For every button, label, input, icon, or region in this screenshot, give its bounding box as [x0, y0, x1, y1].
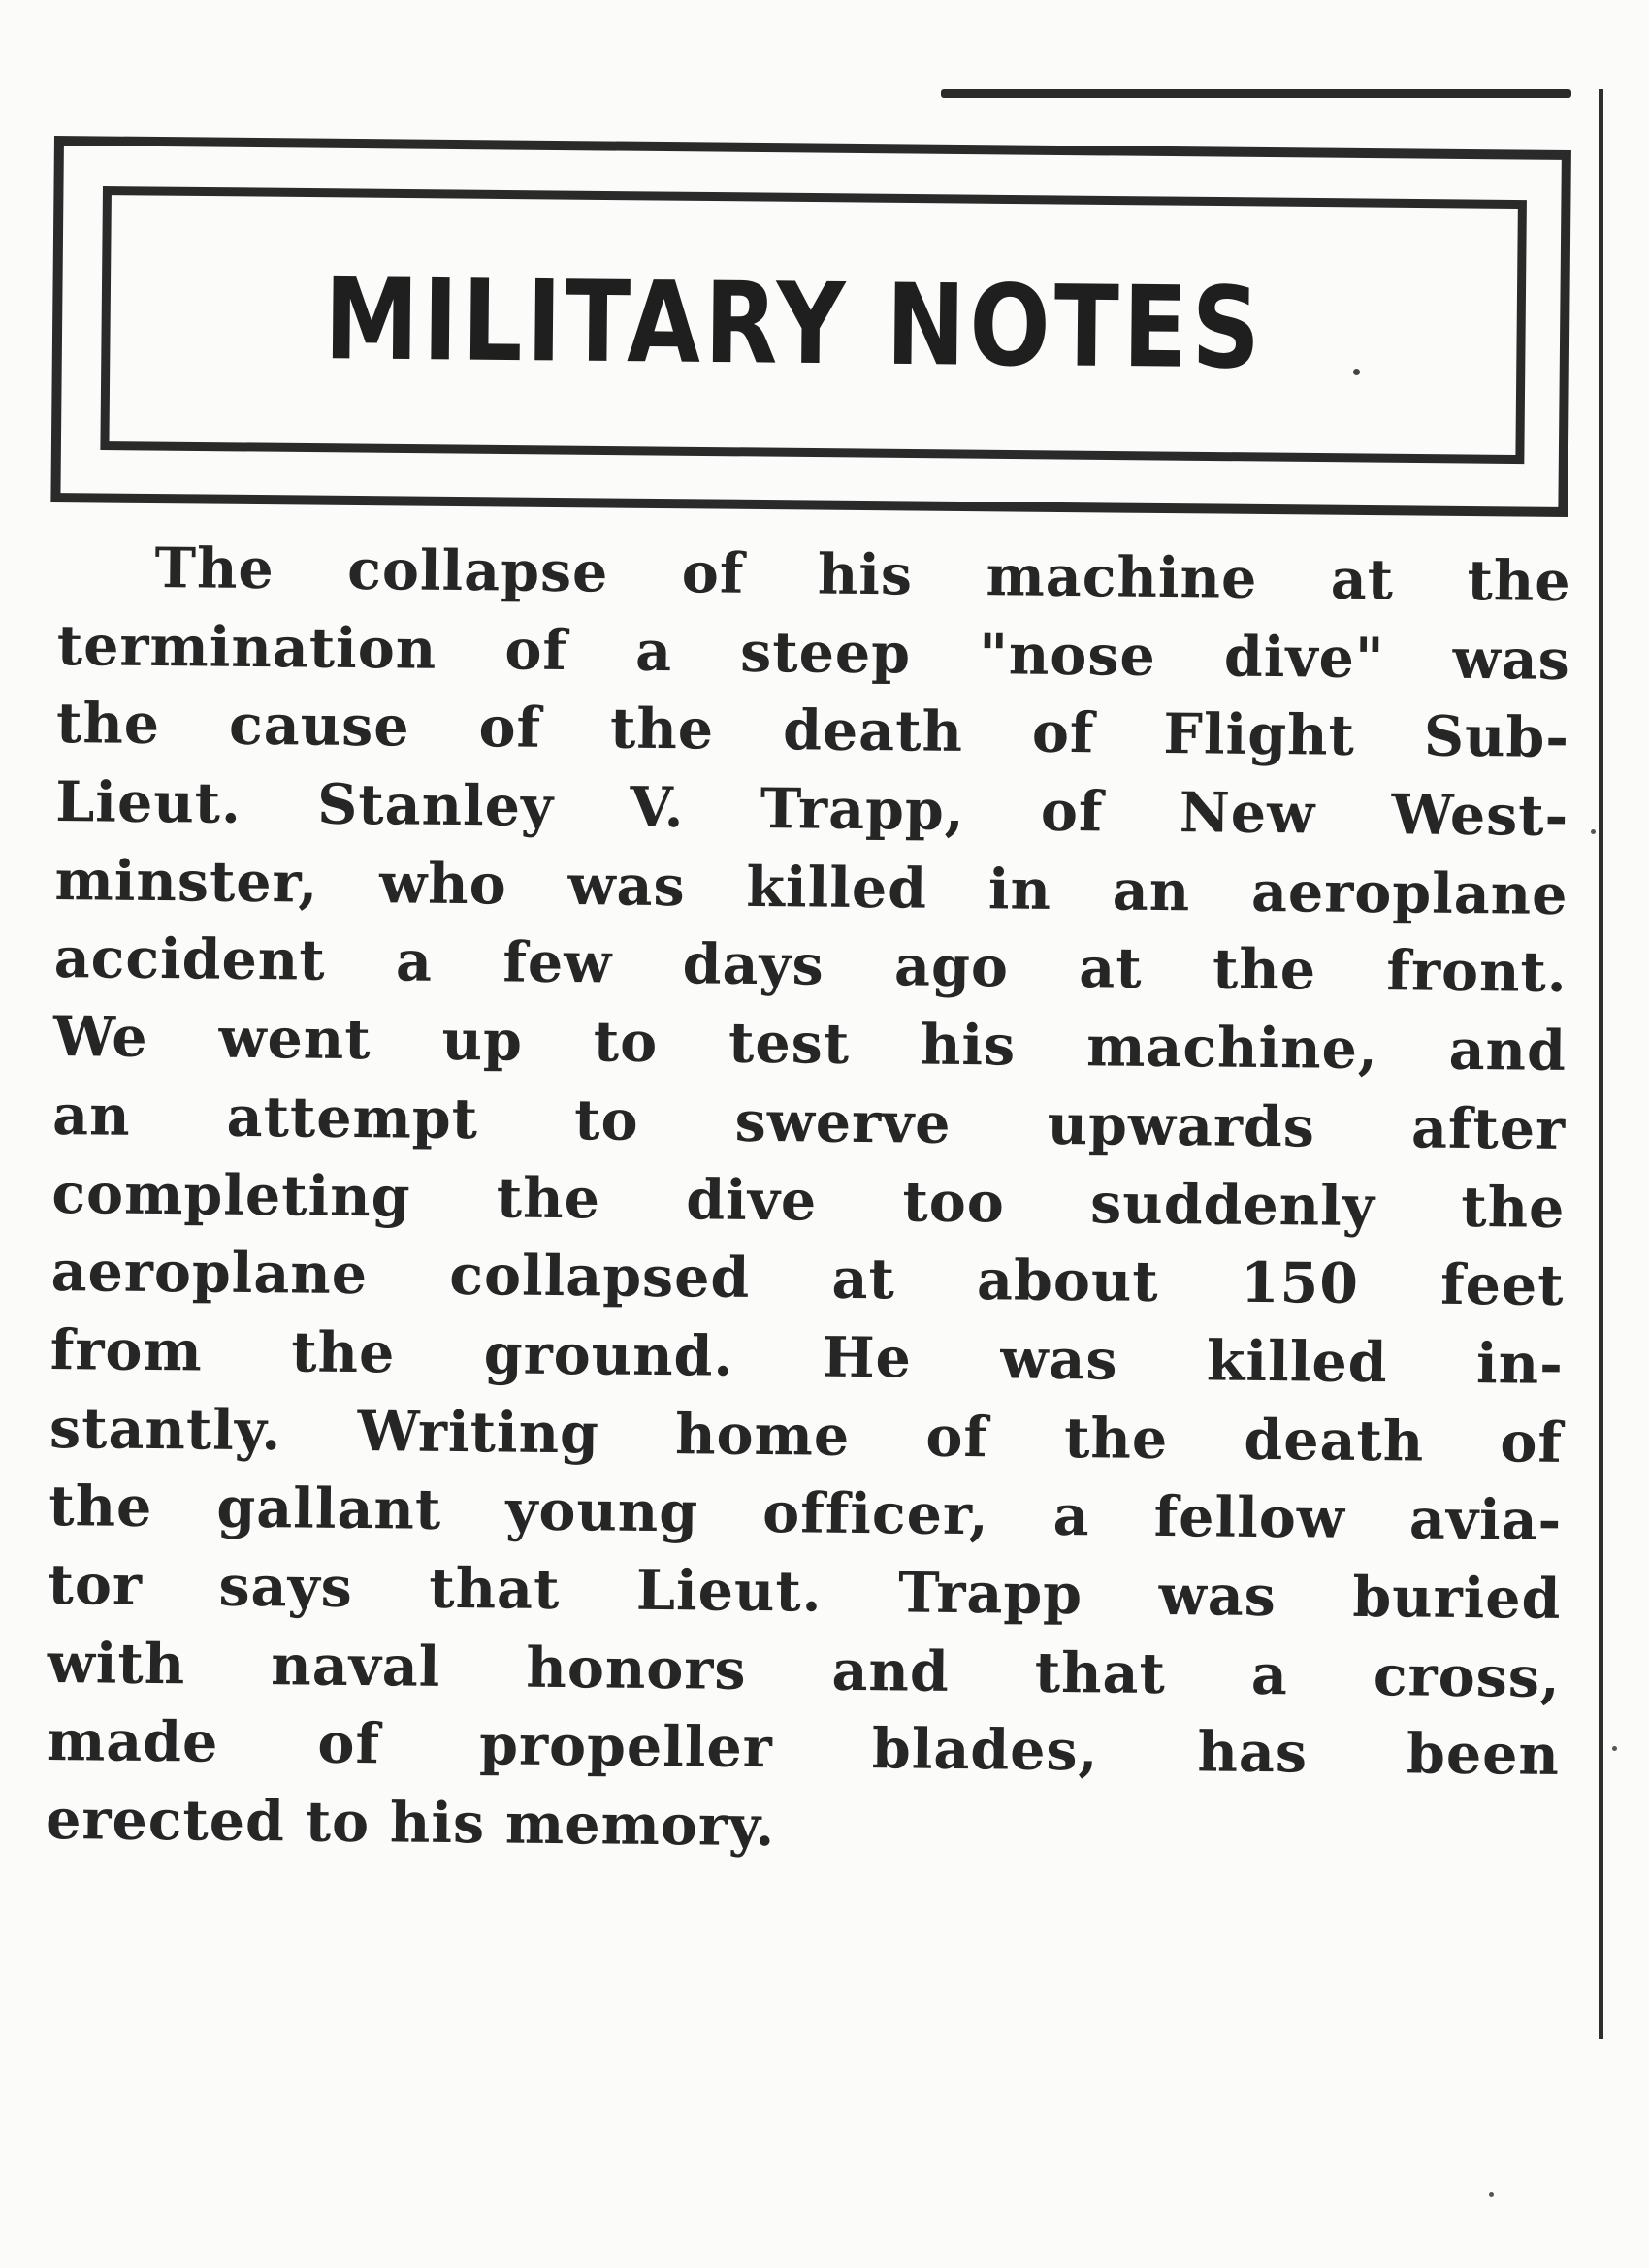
article-line: We went up to test his machine, and [52, 1004, 1568, 1085]
article-line: with naval honors and that a cross, [47, 1630, 1562, 1710]
article-headline: MILITARY NOTES [323, 254, 1265, 395]
print-speck [1489, 2192, 1494, 2197]
article-line: Lieut. Stanley V. Trapp, of New West- [54, 769, 1569, 850]
article-line: made of propeller blades, has been [46, 1708, 1561, 1789]
article-line: accident a few days ago at the front. [53, 925, 1568, 1006]
article-line: an attempt to swerve upwards after [51, 1082, 1567, 1162]
heading-box [100, 186, 1527, 464]
print-speck [1612, 1746, 1617, 1751]
article-line: the cause of the death of Flight Sub- [55, 691, 1570, 771]
article-body [46, 529, 1571, 1874]
article-line: tor says that Lieut. Trapp was buried [48, 1551, 1562, 1632]
article-line: the gallant young officer, a fellow avia- [48, 1474, 1563, 1554]
column-rule-right [1599, 89, 1603, 2039]
article-line: The collapse of his machine at the [154, 535, 1571, 614]
article-line: minster, who was killed in an aeroplane [54, 847, 1568, 927]
column-rule-top [941, 89, 1571, 98]
article-line: completing the dive too suddenly the [51, 1160, 1566, 1241]
article-line: aeroplane collapsed at about 150 feet [50, 1239, 1565, 1319]
article-line: erected to his memory. [45, 1786, 776, 1860]
print-speck [1591, 829, 1596, 834]
article-line: termination of a steep "nose dive" was [56, 612, 1571, 693]
print-speck [1353, 369, 1360, 375]
article-line: from the ground. He was killed in- [49, 1316, 1565, 1397]
article-line: stantly. Writing home of the death of [48, 1395, 1564, 1475]
